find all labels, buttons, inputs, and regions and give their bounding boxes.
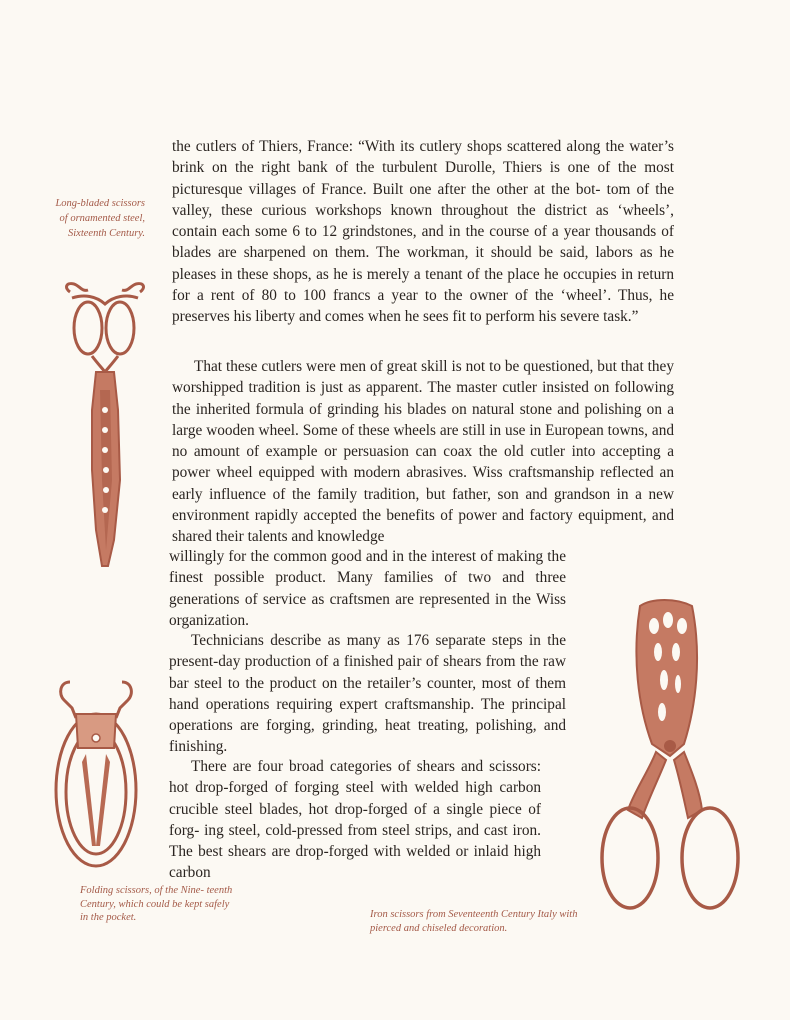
paragraph-thiers-cutlers: the cutlers of Thiers, France: “With its cutlery shops scattered along the water’s brink on the right bank of the turbulent Durolle, Thiers is one of the most picturesque villages of France. Built one after the other at the bot- tom of the valley, these curious workshops known throughout the district as ‘wheels’, contain each some 6 to 12 grindstones, and in the course of a year thousands of blades are sharpened on them. The workman, it should be said, labors as he pleases in these shops, as he is merely a tenant of the place he occupies in return for a rent of 80 to 100 francs a year to the owner of the ‘wheel’. Thus, he preserves his liberty and comes when he sees fit to perform his severe task.”	[172, 138, 674, 326]
long-bladed-scissors-illustration	[62, 280, 148, 570]
paragraph-shear-categories: There are four broad categories of shears and scissors: hot drop-forged of forging steel with welded high carbon crucible steel blades, hot drop-forged of a single piece of forg- ing steel, cold-pressed from steel strips, and cast iron. The best shears are drop-forged with welded or inlaid high carbon	[169, 758, 541, 882]
paragraph-cutler-tradition: That these cutlers were men of great skill is not to be questioned, but that they worshipped tradition is just as apparent. The master cutler insisted on following the inherited formula of grinding his blades on natural stone and polishing on a large wooden wheel. Some of these wheels are still in use in European towns, and no amount of example or persuasion can coax the old cutler into accepting a power wheel equipped with modern abrasives. Wiss craftsmanship reflected an early influence of the family tradition, but father, son and grandson in a new environment rapidly accepted the benefits of power and factory equipment, and shared their talents and knowledge	[172, 358, 674, 546]
caption-iron-scissors: Iron scissors from Seventeenth Century Italy with pierced and chiseled decoration.	[370, 909, 578, 934]
caption-folding-scissors: Folding scissors, of the Nine- teenth Century, which could be kept safely in the pocket.	[80, 885, 233, 923]
paragraph-cutler-tradition-continued: willingly for the common good and in the interest of making the finest possible product. Many families of two and three generations of service as craftsmen are represented in the Wiss organization.	[169, 548, 566, 629]
folding-scissors-illustration	[52, 678, 140, 870]
paragraph-production-steps: Technicians describe as many as 176 separate steps in the present-day production of a finished pair of shears from the raw bar steel to the product on the retailer’s counter, most of them hand operations requiring expert craftsmanship. The principal operations are forging, grinding, heat treating, polishing, and finishing.	[169, 632, 566, 756]
caption-long-bladed-scissors: Long-bladed scissors of ornamented steel, Sixteenth Century.	[55, 198, 145, 239]
iron-scissors-illustration	[592, 596, 752, 914]
